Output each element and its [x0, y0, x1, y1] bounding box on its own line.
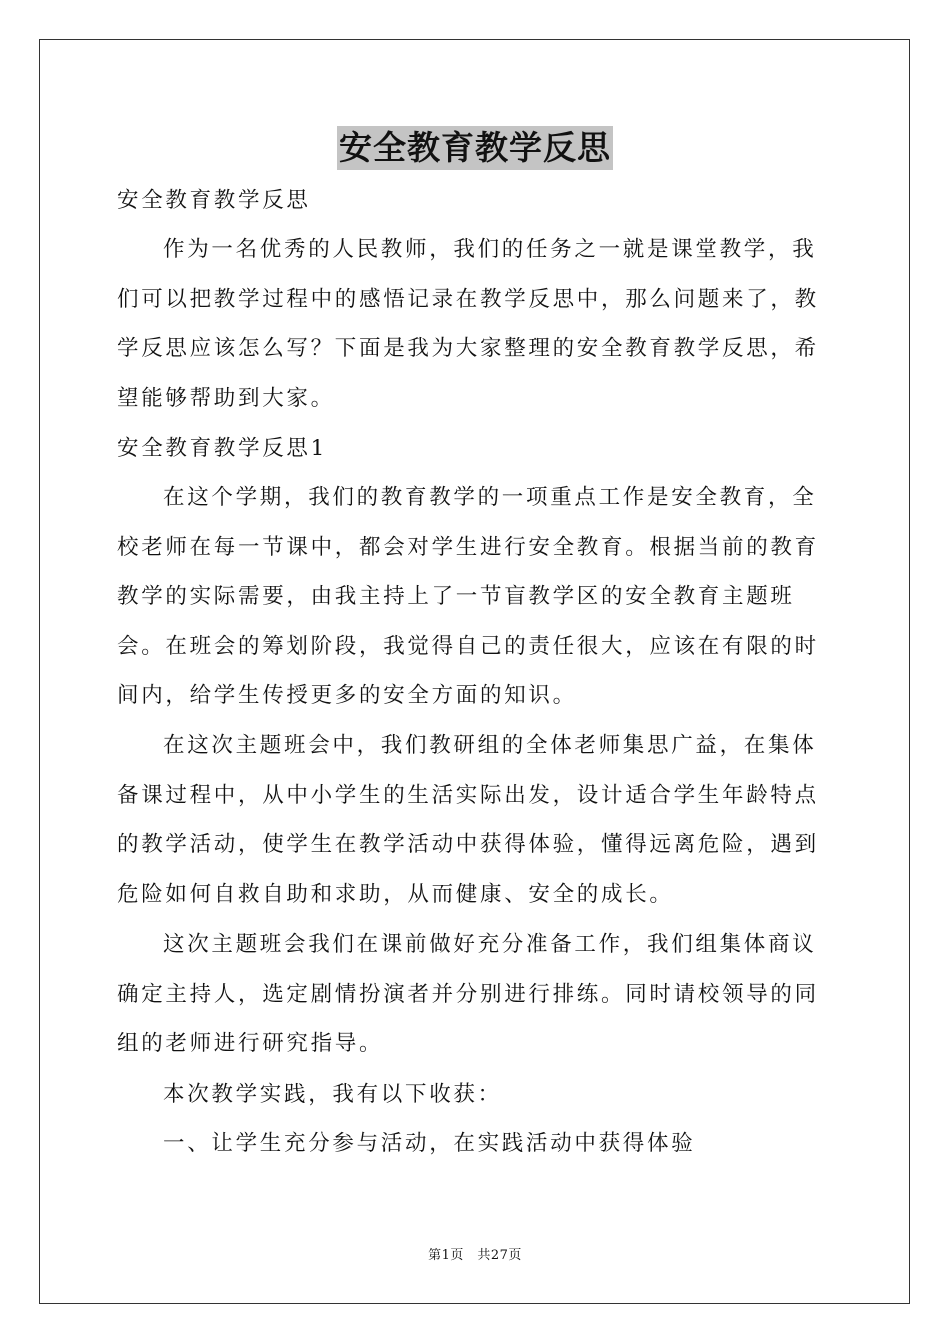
- body-paragraph-5: 一、让学生充分参与活动，在实践活动中获得体验: [163, 1131, 696, 1156]
- title-wrapper: [117, 126, 833, 170]
- document-title: 安全教育教学反思: [337, 126, 613, 170]
- section-heading: 安全教育教学反思1: [117, 436, 327, 461]
- body-paragraph-1: 在这个学期，我们的教育教学的一项重点工作是安全教育，全校老师在每一节课中，都会对学生进行安全教育。根据当前的教育教学的实际需要，由我主持上了一节盲教学区的安全教育主题班会。在班会的筹划阶段，我觉得自己的责任很大，应该在有限的时间内，给学生传授更多的安全方面的知识。: [117, 485, 819, 708]
- body-paragraph-3: 这次主题班会我们在课前做好充分准备工作，我们组集体商议确定主持人，选定剧情扮演者并分别进行排练。同时请校领导的同组的老师进行研究指导。: [117, 932, 819, 1056]
- intro-paragraph: 作为一名优秀的人民教师，我们的任务之一就是课堂教学，我们可以把教学过程中的感悟记录在教学反思中，那么问题来了，教学反思应该怎么写？下面是我为大家整理的安全教育教学反思，希望能够帮助到大家。: [117, 237, 819, 411]
- body-paragraph-2: 在这次主题班会中，我们教研组的全体老师集思广益，在集体备课过程中，从中小学生的生活实际出发，设计适合学生年龄特点的教学活动，使学生在教学活动中获得体验，懂得远离危险，遇到危险如何自救自助和求助，从而健康、安全的成长。: [117, 733, 819, 907]
- body-paragraph-4: 本次教学实践，我有以下收获：: [163, 1082, 502, 1107]
- document-subtitle: 安全教育教学反思: [117, 188, 311, 213]
- page-number-footer: 第1页 共27页: [428, 1248, 522, 1263]
